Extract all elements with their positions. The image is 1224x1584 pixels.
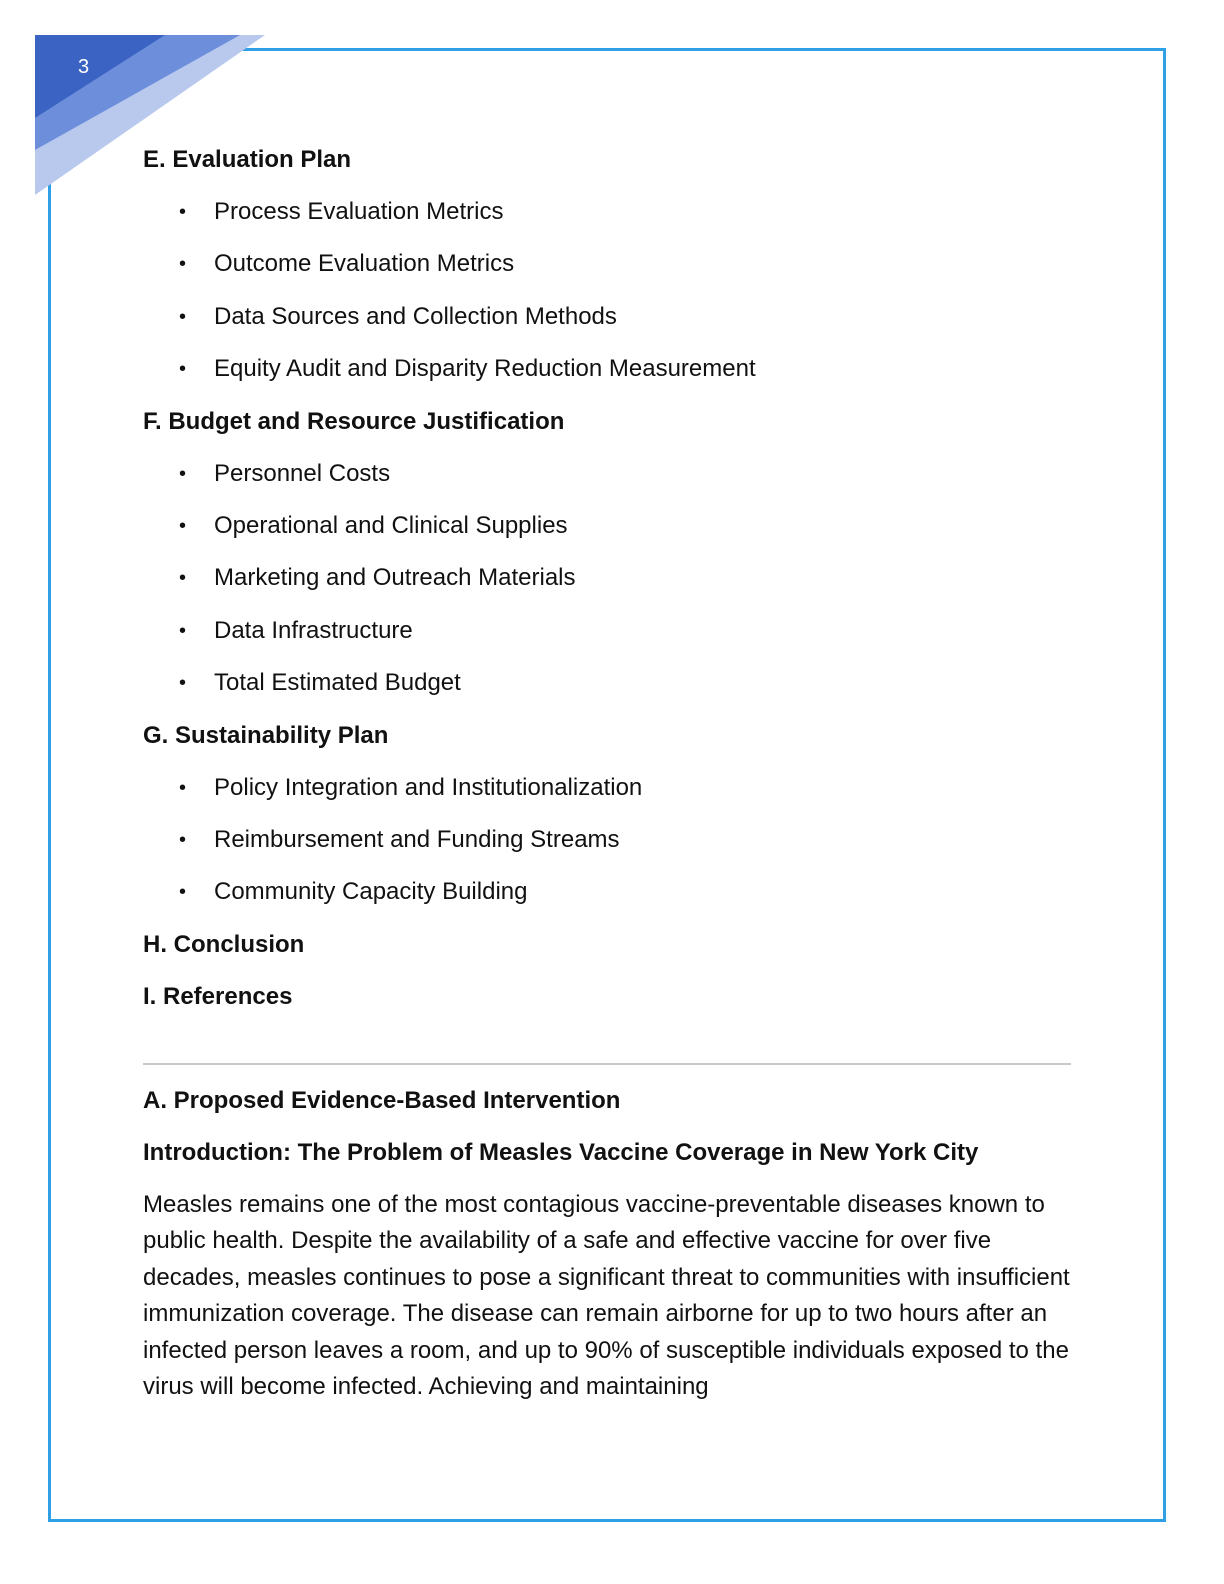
section-heading-references: I. References xyxy=(143,982,293,1010)
body-paragraph: Measles remains one of the most contagious vaccine-preventable diseases known to public health. Despite the availability of a safe and effective vaccine for over five decades, measles continues to pose a significant threat to communities with insufficient immunization coverage. The disease can remain airborne for up to two hours after an infected person leaves a room, and up to 90% of susceptible individuals exposed to the virus will become infected. Achieving and maintaining xyxy=(143,1190,1070,1401)
list-item xyxy=(143,558,1073,610)
bullet-list xyxy=(143,768,1073,925)
list-item xyxy=(143,872,1073,924)
page-number: 3 xyxy=(78,56,90,78)
list-item-text: Policy Integration and Institutionalization xyxy=(214,773,643,801)
bullet-icon: • xyxy=(179,253,187,276)
list-item xyxy=(143,454,1073,506)
section-a-subheading: Introduction: The Problem of Measles Vaccine Coverage in New York City xyxy=(143,1138,979,1166)
section-heading-conclusion: H. Conclusion xyxy=(143,930,305,958)
list-item xyxy=(143,244,1073,296)
list-item-text: Equity Audit and Disparity Reduction Measurement xyxy=(214,355,756,383)
bullet-icon: • xyxy=(179,776,187,799)
bullet-list xyxy=(143,454,1073,716)
horizontal-divider xyxy=(143,1063,1071,1065)
list-item-text: Marketing and Outreach Materials xyxy=(214,564,576,592)
list-item-text: Process Evaluation Metrics xyxy=(214,198,504,225)
list-item-text: Personnel Costs xyxy=(214,459,391,487)
toc-section-f xyxy=(143,402,1073,716)
list-item xyxy=(143,506,1073,558)
list-item-text: Reimbursement and Funding Streams xyxy=(214,825,620,853)
toc-section-g xyxy=(143,716,1073,925)
list-item-text: Outcome Evaluation Metrics xyxy=(214,250,515,278)
section-a-heading: A. Proposed Evidence-Based Intervention xyxy=(143,1086,621,1114)
bullet-icon: • xyxy=(179,201,187,223)
list-item xyxy=(143,349,1073,401)
list-item xyxy=(143,768,1073,820)
bullet-list xyxy=(143,192,1073,402)
section-heading: F. Budget and Resource Justification xyxy=(143,407,565,435)
list-item-text: Data Sources and Collection Methods xyxy=(214,302,617,330)
bullet-icon: • xyxy=(179,567,187,590)
list-item xyxy=(143,663,1073,715)
document-body xyxy=(143,140,1073,1406)
bullet-icon: • xyxy=(179,619,187,642)
bullet-icon: • xyxy=(179,828,187,851)
bullet-icon: • xyxy=(179,514,187,537)
bullet-icon: • xyxy=(179,358,187,381)
section-heading: G. Sustainability Plan xyxy=(143,721,389,749)
list-item xyxy=(143,611,1073,663)
list-item-text: Total Estimated Budget xyxy=(214,669,461,697)
list-item-text: Community Capacity Building xyxy=(214,878,528,906)
list-item xyxy=(143,297,1073,349)
bullet-icon: • xyxy=(179,672,187,695)
toc-section-e xyxy=(143,140,1073,402)
bullet-icon: • xyxy=(179,462,187,485)
bullet-icon: • xyxy=(179,881,187,904)
list-item-text: Operational and Clinical Supplies xyxy=(214,511,568,539)
list-item xyxy=(143,820,1073,872)
list-item-text: Data Infrastructure xyxy=(214,616,413,644)
bullet-icon: • xyxy=(179,305,187,328)
section-heading: E. Evaluation Plan xyxy=(143,146,352,173)
list-item xyxy=(143,192,1073,244)
